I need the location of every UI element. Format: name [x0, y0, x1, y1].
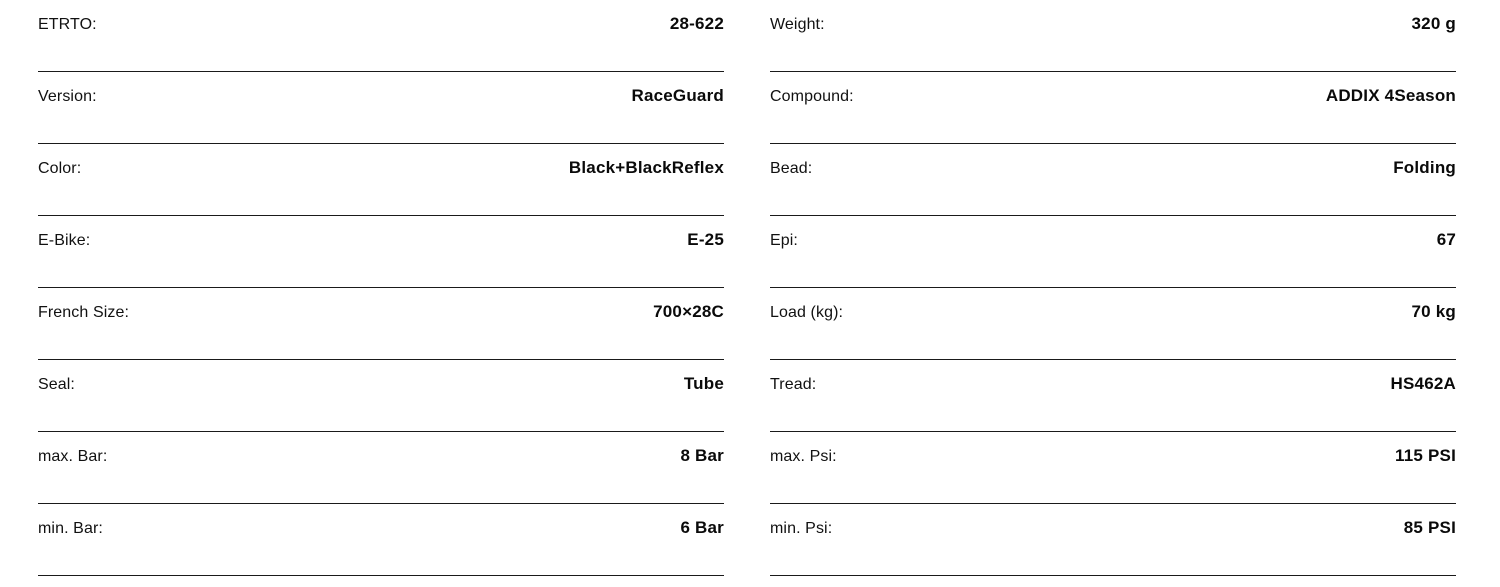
- spec-label: min. Bar:: [38, 520, 103, 537]
- spec-value: Black+BlackReflex: [568, 158, 724, 177]
- spec-row-epi: [770, 216, 1456, 288]
- spec-label: ETRTO:: [38, 16, 97, 33]
- spec-row-e-bike: [38, 216, 724, 288]
- spec-label: French Size:: [38, 304, 130, 321]
- spec-label: Color:: [38, 160, 82, 177]
- spec-value: 67: [1436, 230, 1456, 249]
- spec-value: 8 Bar: [680, 446, 724, 465]
- spec-label: max. Psi:: [770, 448, 837, 465]
- spec-label: Epi:: [770, 232, 798, 249]
- spec-row-load: [770, 288, 1456, 360]
- spec-row-max-psi: [770, 432, 1456, 504]
- spec-label: Tread:: [770, 376, 817, 393]
- spec-label: Load (kg):: [770, 304, 844, 321]
- spec-label: min. Psi:: [770, 520, 833, 537]
- spec-value: Tube: [683, 374, 724, 393]
- spec-row-min-psi: [770, 504, 1456, 576]
- spec-label: Bead:: [770, 160, 813, 177]
- spec-value: ADDIX 4Season: [1325, 86, 1456, 105]
- spec-value: 85 PSI: [1403, 518, 1456, 537]
- spec-label: max. Bar:: [38, 448, 108, 465]
- spec-row-tread: [770, 360, 1456, 432]
- spec-label: Seal:: [38, 376, 75, 393]
- spec-row-min-bar: [38, 504, 724, 576]
- spec-value: 6 Bar: [680, 518, 724, 537]
- spec-label: Version:: [38, 88, 97, 105]
- spec-label: Compound:: [770, 88, 854, 105]
- spec-label: E-Bike:: [38, 232, 91, 249]
- spec-row-version: [38, 72, 724, 144]
- spec-column-right: [770, 0, 1456, 576]
- spec-row-french-size: [38, 288, 724, 360]
- spec-value: 70 kg: [1411, 302, 1456, 321]
- spec-value: 115 PSI: [1395, 446, 1456, 465]
- spec-row-weight: [770, 0, 1456, 72]
- spec-label: Weight:: [770, 16, 825, 33]
- spec-value: 28-622: [669, 14, 724, 33]
- spec-value: Folding: [1393, 158, 1456, 177]
- spec-row-max-bar: [38, 432, 724, 504]
- spec-column-left: [38, 0, 724, 576]
- spec-table: [38, 0, 1456, 576]
- spec-row-bead: [770, 144, 1456, 216]
- spec-value: HS462A: [1390, 374, 1456, 393]
- spec-value: 320 g: [1411, 14, 1456, 33]
- spec-row-seal: [38, 360, 724, 432]
- spec-value: E-25: [687, 230, 724, 249]
- spec-value: 700×28C: [653, 302, 724, 321]
- spec-row-etrto: [38, 0, 724, 72]
- spec-row-compound: [770, 72, 1456, 144]
- spec-value: RaceGuard: [631, 86, 724, 105]
- spec-row-color: [38, 144, 724, 216]
